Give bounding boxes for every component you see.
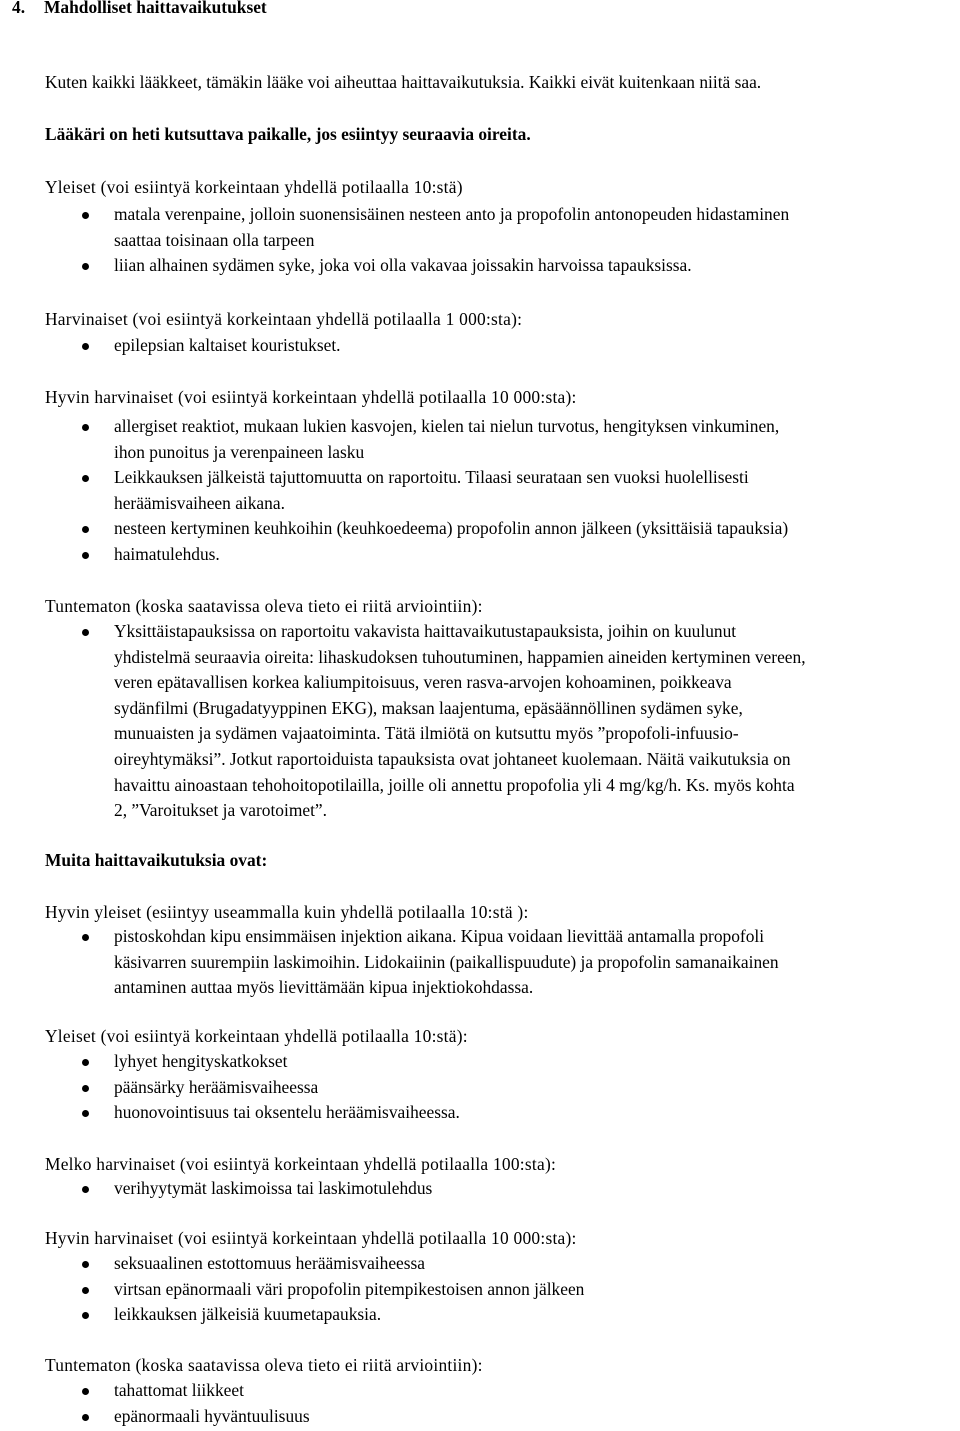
frequency-heading-unknown: Tuntematon (koska saatavissa oleva tieto ei riitä arviointiin): xyxy=(45,596,483,616)
list-item-text: allergiset reaktiot, mukaan lukien kasvojen, kielen tai nielun turvotus, hengityksen vinkuminen, ihon punoitus ja verenpaineen lasku xyxy=(114,416,780,462)
list-item xyxy=(0,414,960,465)
bullet-icon xyxy=(82,343,89,350)
bullet-icon xyxy=(82,1261,89,1268)
list-item-text: virtsan epänormaali väri propofolin pitempikestoisen annon jälkeen xyxy=(114,1278,585,1299)
frequency-heading-very-common: Hyvin yleiset (esiintyy useammalla kuin yhdellä potilaalla 10:stä ): xyxy=(45,902,529,922)
list-item xyxy=(0,1277,960,1303)
bullet-icon xyxy=(82,1110,89,1117)
list-item-text: haimatulehdus. xyxy=(114,543,220,564)
list-item xyxy=(0,1302,960,1328)
bullet-icon xyxy=(82,1059,89,1066)
list-item xyxy=(0,1251,960,1277)
bullet-icon xyxy=(82,263,89,270)
frequency-heading-rare: Harvinaiset (voi esiintyä korkeintaan yhdellä potilaalla 1 000:sta): xyxy=(45,309,523,329)
effects-list-common-2 xyxy=(0,1049,960,1126)
section-title: Mahdolliset haittavaikutukset xyxy=(44,0,267,17)
bullet-icon xyxy=(82,212,89,219)
bullet-icon xyxy=(82,1287,89,1294)
bullet-icon xyxy=(82,934,89,941)
effects-list-very-common xyxy=(0,924,960,1001)
bullet-icon xyxy=(82,629,89,636)
list-item-text: päänsärky heräämisvaiheessa xyxy=(114,1076,319,1097)
list-item xyxy=(0,1176,960,1202)
list-item xyxy=(0,619,960,824)
list-item-text: matala verenpaine, jolloin suonensisäinen nesteen anto ja propofolin antonopeuden hidastaminen saattaa toisinaan olla tarpeen xyxy=(114,204,790,250)
list-item xyxy=(0,542,960,568)
list-item-text: pistoskohdan kipu ensimmäisen injektion aikana. Kipua voidaan lievittää antamalla propofoli käsivarren suurempiin laskimoihin. Lidokaiinin (paikallispuudute) ja propofolin samanaikainen antaminen auttaa myös lievittämään kipua injektiokohdassa. xyxy=(114,926,779,998)
list-item-text: leikkauksen jälkeisiä kuumetapauksia. xyxy=(114,1304,382,1325)
frequency-heading-uncommon: Melko harvinaiset (voi esiintyä korkeintaan yhdellä potilaalla 100:sta): xyxy=(45,1154,557,1174)
bullet-icon xyxy=(82,526,89,533)
effects-list-very-rare-2 xyxy=(0,1251,960,1328)
list-item-text: Yksittäistapauksissa on raportoitu vakavista haittavaikutustapauksista, joihin on kuulunut yhdistelmä seuraavia oireita: lihaskudoksen tuhoutuminen, happamien aineiden kertyminen vereen, veren epätavallisen korkea kaliumpitoisuus, veren rasva-arvojen kohoaminen, poikkeava sydänfilmi (Brugadatyyppinen EKG), maksan laajentuma, epäsäännöllinen sydämen syke, munuaisten ja sydämen vajaatoiminta. Tätä ilmiötä on kutsuttu myös ”propofoli-infuusio- oireyhtymäksi”. Jotkut raportoiduista tapauksista ovat johtaneet kuolemaan. Näitä vaikutuksia on havaittu ainoastaan tehohoitopotilailla, joille oli annettu propofolia yli 4 mg/kg/h. Ks. myös kohta 2, ”Varoitukset ja varotoimet”. xyxy=(114,621,806,821)
bullet-icon xyxy=(82,475,89,482)
section-number: 4. xyxy=(12,0,26,17)
list-item-text: tahattomat liikkeet xyxy=(114,1380,244,1400)
other-effects-title: Muita haittavaikutuksia ovat: xyxy=(45,850,268,870)
list-item xyxy=(0,1100,960,1126)
frequency-heading-common-2: Yleiset (voi esiintyä korkeintaan yhdellä potilaalla 10:stä): xyxy=(45,1026,468,1046)
effects-list-uncommon xyxy=(0,1176,960,1202)
effects-list-unknown-2 xyxy=(0,1378,960,1429)
list-item xyxy=(0,1404,960,1430)
list-item xyxy=(0,1049,960,1075)
list-item-text: liian alhainen sydämen syke, joka voi olla vakavaa joissakin harvoissa tapauksissa. xyxy=(114,255,692,276)
frequency-heading-very-rare-2: Hyvin harvinaiset (voi esiintyä korkeintaan yhdellä potilaalla 10 000:sta): xyxy=(45,1228,577,1248)
frequency-heading-unknown-2: Tuntematon (koska saatavissa oleva tieto ei riitä arviointiin): xyxy=(45,1355,483,1375)
intro-paragraph: Kuten kaikki lääkkeet, tämäkin lääke voi aiheuttaa haittavaikutuksia. Kaikki eivät kuitenkaan niitä saa. xyxy=(45,72,762,92)
bullet-icon xyxy=(82,1186,89,1193)
list-item xyxy=(0,1378,960,1404)
list-item-text: lyhyet hengityskatkokset xyxy=(114,1051,288,1071)
list-item-text: nesteen kertyminen keuhkoihin (keuhkoedeema) propofolin annon jälkeen (yksittäisiä tapauksia) xyxy=(114,518,789,539)
bullet-icon xyxy=(82,1414,89,1421)
bullet-icon xyxy=(82,552,89,559)
list-item-text: epänormaali hyväntuulisuus xyxy=(114,1405,310,1426)
list-item xyxy=(0,202,960,253)
list-item-text: verihyytymät laskimoissa tai laskimotulehdus xyxy=(114,1178,433,1198)
list-item xyxy=(0,333,960,359)
list-item-text: seksuaalinen estottomuus heräämisvaiheessa xyxy=(114,1253,426,1273)
list-item-text: epilepsian kaltaiset kouristukset. xyxy=(114,335,341,355)
list-item-text: huonovointisuus tai oksentelu heräämisvaiheessa. xyxy=(114,1102,460,1123)
bullet-icon xyxy=(82,1312,89,1319)
bullet-icon xyxy=(82,1388,89,1395)
effects-list-very-rare xyxy=(0,414,960,568)
bullet-icon xyxy=(82,424,89,431)
frequency-heading-very-rare: Hyvin harvinaiset (voi esiintyä korkeintaan yhdellä potilaalla 10 000:sta): xyxy=(45,387,577,407)
effects-list-unknown xyxy=(0,619,960,824)
intro-warning: Lääkäri on heti kutsuttava paikalle, jos esiintyy seuraavia oireita. xyxy=(45,124,531,144)
list-item xyxy=(0,924,960,1001)
list-item-text: Leikkauksen jälkeistä tajuttomuutta on raportoitu. Tilaasi seurataan sen vuoksi huolellisesti heräämisvaiheen aikana. xyxy=(114,467,749,513)
frequency-heading-common: Yleiset (voi esiintyä korkeintaan yhdellä potilaalla 10:stä) xyxy=(45,177,463,197)
list-item xyxy=(0,516,960,542)
section-heading xyxy=(12,0,267,21)
list-item xyxy=(0,1075,960,1101)
bullet-icon xyxy=(82,1085,89,1092)
effects-list-rare xyxy=(0,333,960,359)
list-item xyxy=(0,253,960,279)
effects-list-common xyxy=(0,202,960,279)
list-item xyxy=(0,465,960,516)
